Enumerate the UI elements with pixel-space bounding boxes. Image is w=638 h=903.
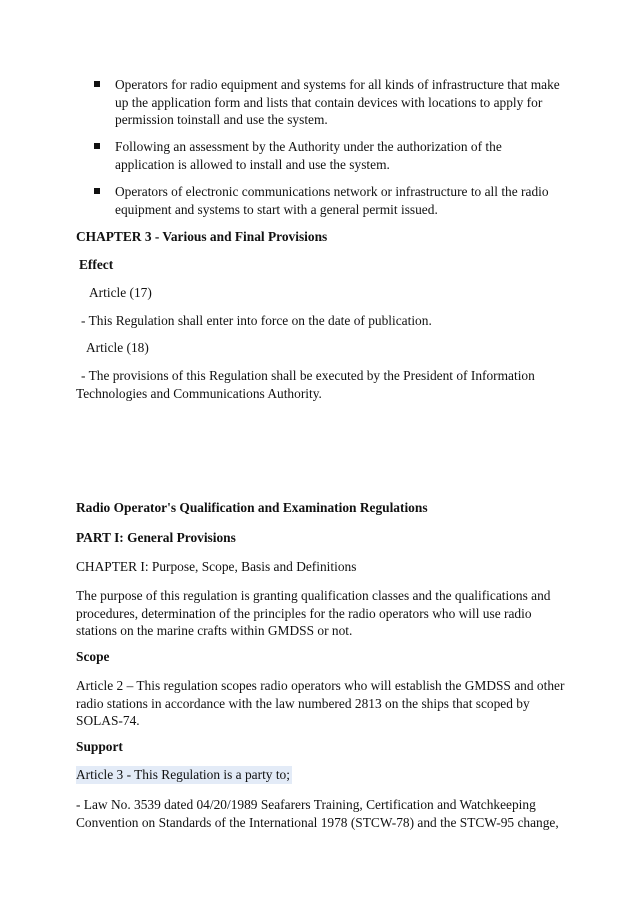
square-bullet-icon — [94, 81, 100, 87]
bullet-item-1 — [94, 76, 564, 129]
bullet-item-3 — [94, 183, 564, 218]
part1-heading: PART I: General Provisions — [76, 530, 236, 545]
bullet-item-2 — [94, 138, 564, 173]
article-18-text: - The provisions of this Regulation shall be executed by the President of Information Technologies and Communications Authority. — [76, 368, 535, 401]
scope-heading: Scope — [76, 649, 110, 664]
chapter3-heading: CHAPTER 3 - Various and Final Provisions — [76, 229, 328, 244]
support-heading: Support — [76, 739, 123, 754]
bullet-text: Operators of electronic communications network or infrastructure to all the radio equipment and systems to start with a general permit issued. — [115, 184, 549, 217]
article-3-line — [76, 766, 566, 784]
article-18-label: Article (18) — [86, 340, 149, 355]
purpose-paragraph: The purpose of this regulation is granting qualification classes and the qualifications and procedures, determination of the principles for the radio operators who will use radio stations on the marine crafts within GMDSS or not. — [76, 588, 551, 638]
article-17-label: Article (17) — [89, 285, 152, 300]
article-17-text: - This Regulation shall enter into force on the date of publication. — [81, 313, 432, 328]
chapter1-heading: CHAPTER I: Purpose, Scope, Basis and Definitions — [76, 559, 357, 574]
article-2-paragraph: Article 2 – This regulation scopes radio operators who will establish the GMDSS and other radio stations in accordance with the law numbered 2813 on the ships that scoped by SOLAS-74. — [76, 678, 565, 728]
square-bullet-icon — [94, 143, 100, 149]
article-3-highlighted-text: Article 3 - This Regulation is a party to; — [76, 767, 290, 782]
bullet-text: Operators for radio equipment and systems for all kinds of infrastructure that make up the application form and lists that contain devices with locations to apply for permission toinstall and use the system. — [115, 77, 560, 127]
effect-heading: Effect — [79, 257, 114, 272]
square-bullet-icon — [94, 188, 100, 194]
regulation-title: Radio Operator's Qualification and Examination Regulations — [76, 500, 428, 515]
bullet-text: Following an assessment by the Authority under the authorization of the application is allowed to install and use the system. — [115, 139, 502, 172]
law-paragraph: - Law No. 3539 dated 04/20/1989 Seafarers Training, Certification and Watchkeeping Convention on Standards of the International 1978 (STCW-78) and the STCW-95 change, — [76, 797, 559, 830]
